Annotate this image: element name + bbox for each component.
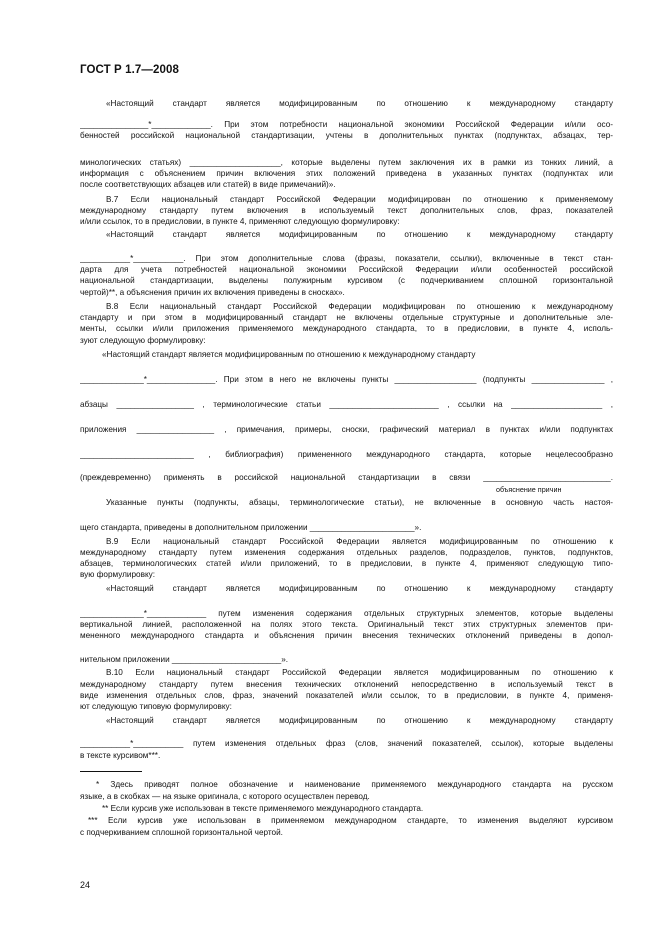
footnote-line: ** Если курсив уже использован в тексте применяемого международного стандарта.: [102, 804, 424, 813]
explanation-caption: объяснение причин: [496, 485, 562, 494]
body-line: ______________*_______________. При этом в него не включены пункты __________________ (подпункты ________________ ,: [80, 375, 613, 384]
body-line: вертикальной линией, расположенной на полях этого текста. Оригинальный текст этих структурных элементов при-: [80, 620, 613, 629]
body-line: ___________*___________ путем изменения отдельных фраз (слов, значений показателей, ссылок), которые выделены: [80, 739, 613, 748]
body-line: В.10 Если национальный стандарт Российской Федерации является модифицированным по отношению к: [106, 668, 613, 677]
body-line: дарта для учета потребностей национальной экономики Российской Федерации и/или особенностей российской: [80, 265, 613, 274]
footnote-line: *** Если курсив уже использован в применяемом международном стандарте, то изменения выделяют курсивом: [88, 816, 613, 825]
body-line: (преждевременно) применять в российской национальной стандартизации в связи ____________________________.: [80, 473, 613, 482]
body-line: В.7 Если национальный стандарт Российской Федерации модифицирован по отношению к применяемому: [106, 195, 613, 204]
body-line: минологических статьях) ____________________, которые выделены путем заключения их в рамки из тонких линий, а: [80, 158, 613, 167]
body-line: «Настоящий стандарт является модифицированным по отношению к международному стандарту: [106, 584, 613, 593]
body-line: В.8 Если национальный стандарт Российской Федерации модифицирован по отношению к международному: [106, 302, 613, 311]
body-line: международному стандарту путем включения в используемый текст дополнительных слов, фраз, показателей: [80, 206, 613, 215]
body-line: абзацы _________________ , терминологические статьи ________________________ , ссылки на ____________________ ,: [80, 400, 613, 409]
page-number: 24: [80, 880, 91, 890]
body-line: «Настоящий стандарт является модифицированным по отношению к международному стандарту: [106, 99, 613, 108]
body-line: зуют следующую формулировку:: [80, 336, 206, 345]
body-line: щего стандарта, приведены в дополнительном приложении _______________________».: [80, 523, 422, 532]
body-line: _________________________ , библиография) примененного международного стандарта, которые нецелесообразно: [80, 450, 613, 459]
body-line: стандарту и при этом в модифицированный стандарт не включены отдельные структурные и дополнительные эле-: [80, 313, 613, 322]
document-header: ГОСТ Р 1.7—2008: [80, 64, 179, 76]
body-line: менты, ссылки и/или приложения применяемого международного стандарта, то в предисловии, в пункте 4, исполь-: [80, 324, 613, 333]
body-line: международному стандарту путем изменения содержания отдельных разделов, подразделов, пунктов, подпунктов,: [80, 548, 613, 557]
body-line: информация с объяснением причин включения этих положений приведена в указанных пунктах (подпунктах или: [80, 169, 613, 178]
body-line: «Настоящий стандарт является модифицированным по отношению к международному стандарту: [102, 350, 476, 359]
body-line: ___________*___________. При этом дополнительные слова (фразы, показатели, ссылки), включенные в текст стан-: [80, 254, 613, 263]
body-line: в тексте курсивом***.: [80, 751, 161, 760]
footnote-line: * Здесь приводят полное обозначение и наименование применяемого международного стандарта на русском: [96, 780, 613, 789]
body-line: национальной стандартизации, выделены полужирным курсивом (с подчеркиванием сплошной горизонтальной: [80, 276, 613, 285]
body-line: бенностей российской национальной стандартизации, учтены в дополнительных пунктах (подпунктах, абзацах, тер-: [80, 131, 613, 140]
body-line: «Настоящий стандарт является модифицированным по отношению к международному стандарту: [106, 230, 613, 239]
body-line: ______________*_____________ путем изменения содержания отдельных структурных элементов, которые выделены: [80, 609, 613, 618]
body-line: и/или ссылок, то в предисловии, в пункте 4, применяют следующую формулировку:: [80, 217, 400, 226]
body-line: приложения _________________ , примечания, примеры, сноски, графический материал в пунктах и/или подпунктах: [80, 425, 613, 434]
body-line: Указанные пункты (подпункты, абзацы, терминологические статьи), не включенные в основную часть настоя-: [106, 498, 613, 507]
body-line: «Настоящий стандарт является модифицированным по отношению к международному стандарту: [106, 716, 613, 725]
body-line: чертой)**, а объяснения причин их включения приведены в сносках».: [80, 288, 345, 297]
body-line: виде изменения отдельных слов, фраз, значений показателей и/или ссылок, то в предисловии, в пункте 4, применя-: [80, 691, 613, 700]
footnote-separator: [80, 771, 142, 772]
body-line: мененного международного стандарта и объяснения причин внесения технических отклонений приведены в допол-: [80, 631, 613, 640]
body-line: абзацев, терминологических статей и/или приложений, то в предисловии, в пункте 4, применяют следующую типо-: [80, 559, 613, 568]
body-line: после соответствующих абзацев или статей) в виде примечаний)».: [80, 180, 336, 189]
body-line: В.9 Если национальный стандарт Российской Федерации является модифицированным по отношению к: [106, 537, 613, 546]
body-line: нительном приложении ________________________».: [80, 655, 289, 664]
footnote-line: языке, а в скобках — на языке оригинала, с которого осуществлен перевод.: [80, 792, 370, 801]
body-line: вую формулировку:: [80, 570, 156, 579]
body-line: _______________*_____________. При этом потребности национальной экономики Российской Федерации и/или осо-: [80, 120, 613, 129]
body-line: ют следующую типовую формулировку:: [80, 702, 232, 711]
body-line: международному стандарту путем внесения технических отклонений непосредственно в используемый текст в: [80, 680, 613, 689]
footnote-line: с подчеркиванием сплошной горизонтальной чертой.: [80, 828, 283, 837]
